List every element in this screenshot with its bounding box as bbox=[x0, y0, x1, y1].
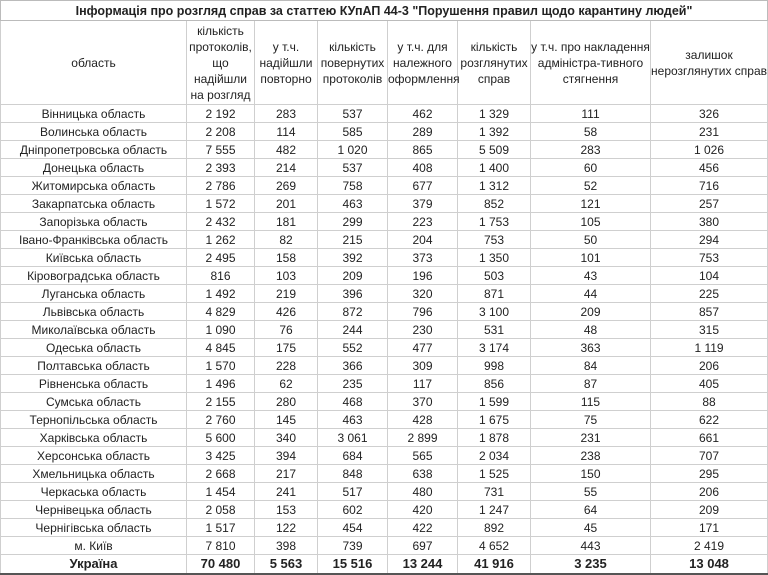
cell-value: 257 bbox=[651, 195, 768, 213]
cell-value: 865 bbox=[388, 141, 458, 159]
cell-value: 225 bbox=[651, 285, 768, 303]
cell-value: 398 bbox=[255, 537, 318, 555]
cell-value: 480 bbox=[388, 483, 458, 501]
cell-value: 394 bbox=[255, 447, 318, 465]
cell-value: 223 bbox=[388, 213, 458, 231]
cell-value: 76 bbox=[255, 321, 318, 339]
cell-value: 463 bbox=[318, 195, 388, 213]
cell-value: 219 bbox=[255, 285, 318, 303]
cell-value: 3 100 bbox=[458, 303, 531, 321]
cell-value: 454 bbox=[318, 519, 388, 537]
region-name: Рівненська область bbox=[1, 375, 187, 393]
cell-value: 739 bbox=[318, 537, 388, 555]
region-name: Івано-Франківська область bbox=[1, 231, 187, 249]
cell-value: 4 845 bbox=[187, 339, 255, 357]
cell-value: 1 675 bbox=[458, 411, 531, 429]
cell-value: 158 bbox=[255, 249, 318, 267]
cell-value: 602 bbox=[318, 501, 388, 519]
cell-value: 45 bbox=[531, 519, 651, 537]
cell-value: 115 bbox=[531, 393, 651, 411]
cell-value: 1 492 bbox=[187, 285, 255, 303]
table-row bbox=[1, 411, 768, 429]
cell-value: 5 509 bbox=[458, 141, 531, 159]
cell-value: 64 bbox=[531, 501, 651, 519]
cell-value: 52 bbox=[531, 177, 651, 195]
table-row bbox=[1, 429, 768, 447]
cell-value: 2 155 bbox=[187, 393, 255, 411]
cell-value: 209 bbox=[531, 303, 651, 321]
cell-value: 697 bbox=[388, 537, 458, 555]
cell-value: 379 bbox=[388, 195, 458, 213]
total-row bbox=[1, 555, 768, 575]
cell-value: 283 bbox=[531, 141, 651, 159]
cell-value: 684 bbox=[318, 447, 388, 465]
cell-value: 731 bbox=[458, 483, 531, 501]
region-name: Дніпропетровська область bbox=[1, 141, 187, 159]
cell-value: 2 419 bbox=[651, 537, 768, 555]
table-row bbox=[1, 303, 768, 321]
column-header: у т.ч. надійшли повторно bbox=[255, 21, 318, 105]
cell-value: 7 810 bbox=[187, 537, 255, 555]
cell-value: 103 bbox=[255, 267, 318, 285]
cell-value: 82 bbox=[255, 231, 318, 249]
region-name: Запорізька область bbox=[1, 213, 187, 231]
cell-value: 206 bbox=[651, 357, 768, 375]
cell-value: 145 bbox=[255, 411, 318, 429]
cell-value: 1 312 bbox=[458, 177, 531, 195]
region-name: Чернівецька область bbox=[1, 501, 187, 519]
cell-value: 2 760 bbox=[187, 411, 255, 429]
cell-value: 856 bbox=[458, 375, 531, 393]
region-name: Україна bbox=[1, 555, 187, 575]
cell-value: 231 bbox=[531, 429, 651, 447]
cell-value: 463 bbox=[318, 411, 388, 429]
cell-value: 565 bbox=[388, 447, 458, 465]
cell-value: 366 bbox=[318, 357, 388, 375]
region-name: Херсонська область bbox=[1, 447, 187, 465]
cell-value: 70 480 bbox=[187, 555, 255, 575]
region-name: Тернопільська область bbox=[1, 411, 187, 429]
cell-value: 1 090 bbox=[187, 321, 255, 339]
cell-value: 105 bbox=[531, 213, 651, 231]
cell-value: 3 235 bbox=[531, 555, 651, 575]
region-name: Хмельницька область bbox=[1, 465, 187, 483]
cell-value: 209 bbox=[318, 267, 388, 285]
cell-value: 1 262 bbox=[187, 231, 255, 249]
cell-value: 87 bbox=[531, 375, 651, 393]
cell-value: 44 bbox=[531, 285, 651, 303]
cell-value: 1 496 bbox=[187, 375, 255, 393]
cell-value: 50 bbox=[531, 231, 651, 249]
cell-value: 150 bbox=[531, 465, 651, 483]
cell-value: 2 432 bbox=[187, 213, 255, 231]
region-name: Волинська область bbox=[1, 123, 187, 141]
cell-value: 309 bbox=[388, 357, 458, 375]
cell-value: 204 bbox=[388, 231, 458, 249]
cell-value: 456 bbox=[651, 159, 768, 177]
cell-value: 363 bbox=[531, 339, 651, 357]
cell-value: 15 516 bbox=[318, 555, 388, 575]
cell-value: 13 048 bbox=[651, 555, 768, 575]
column-header: кількість розглянутих справ bbox=[458, 21, 531, 105]
cell-value: 1 878 bbox=[458, 429, 531, 447]
cell-value: 2 058 bbox=[187, 501, 255, 519]
cell-value: 758 bbox=[318, 177, 388, 195]
cell-value: 84 bbox=[531, 357, 651, 375]
column-header: у т.ч. про накладення адміністра-тивного стягнення bbox=[531, 21, 651, 105]
cell-value: 13 244 bbox=[388, 555, 458, 575]
cell-value: 58 bbox=[531, 123, 651, 141]
cell-value: 3 174 bbox=[458, 339, 531, 357]
cell-value: 871 bbox=[458, 285, 531, 303]
cell-value: 121 bbox=[531, 195, 651, 213]
cell-value: 4 829 bbox=[187, 303, 255, 321]
cell-value: 753 bbox=[458, 231, 531, 249]
cell-value: 1 026 bbox=[651, 141, 768, 159]
table-row bbox=[1, 321, 768, 339]
cell-value: 340 bbox=[255, 429, 318, 447]
cell-value: 857 bbox=[651, 303, 768, 321]
region-name: Вінницька область bbox=[1, 105, 187, 123]
cell-value: 420 bbox=[388, 501, 458, 519]
cell-value: 111 bbox=[531, 105, 651, 123]
cell-value: 295 bbox=[651, 465, 768, 483]
cell-value: 1 400 bbox=[458, 159, 531, 177]
table-row bbox=[1, 483, 768, 501]
cell-value: 753 bbox=[651, 249, 768, 267]
column-header: кількість повернутих протоколів bbox=[318, 21, 388, 105]
cell-value: 3 425 bbox=[187, 447, 255, 465]
cell-value: 373 bbox=[388, 249, 458, 267]
cell-value: 405 bbox=[651, 375, 768, 393]
cell-value: 4 652 bbox=[458, 537, 531, 555]
cell-value: 5 563 bbox=[255, 555, 318, 575]
cell-value: 215 bbox=[318, 231, 388, 249]
cell-value: 396 bbox=[318, 285, 388, 303]
table-row bbox=[1, 357, 768, 375]
cell-value: 171 bbox=[651, 519, 768, 537]
cell-value: 75 bbox=[531, 411, 651, 429]
region-name: Кіровоградська область bbox=[1, 267, 187, 285]
cell-value: 517 bbox=[318, 483, 388, 501]
column-header: у т.ч. для належного оформлення bbox=[388, 21, 458, 105]
cell-value: 892 bbox=[458, 519, 531, 537]
cell-value: 209 bbox=[651, 501, 768, 519]
cell-value: 2 393 bbox=[187, 159, 255, 177]
cell-value: 392 bbox=[318, 249, 388, 267]
cell-value: 326 bbox=[651, 105, 768, 123]
region-name: Київська область bbox=[1, 249, 187, 267]
cell-value: 443 bbox=[531, 537, 651, 555]
cell-value: 816 bbox=[187, 267, 255, 285]
cell-value: 88 bbox=[651, 393, 768, 411]
cell-value: 114 bbox=[255, 123, 318, 141]
cell-value: 428 bbox=[388, 411, 458, 429]
cell-value: 299 bbox=[318, 213, 388, 231]
table-row bbox=[1, 447, 768, 465]
cell-value: 716 bbox=[651, 177, 768, 195]
cell-value: 217 bbox=[255, 465, 318, 483]
cell-value: 60 bbox=[531, 159, 651, 177]
region-name: Одеська область bbox=[1, 339, 187, 357]
table-row bbox=[1, 249, 768, 267]
cell-value: 707 bbox=[651, 447, 768, 465]
cell-value: 622 bbox=[651, 411, 768, 429]
cell-value: 2 495 bbox=[187, 249, 255, 267]
cell-value: 796 bbox=[388, 303, 458, 321]
cell-value: 482 bbox=[255, 141, 318, 159]
cell-value: 2 899 bbox=[388, 429, 458, 447]
table-row bbox=[1, 285, 768, 303]
table-row bbox=[1, 213, 768, 231]
cell-value: 101 bbox=[531, 249, 651, 267]
cell-value: 206 bbox=[651, 483, 768, 501]
cell-value: 462 bbox=[388, 105, 458, 123]
cell-value: 1 753 bbox=[458, 213, 531, 231]
cell-value: 201 bbox=[255, 195, 318, 213]
cell-value: 1 350 bbox=[458, 249, 531, 267]
cell-value: 1 454 bbox=[187, 483, 255, 501]
cell-value: 2 208 bbox=[187, 123, 255, 141]
header-row bbox=[1, 21, 768, 105]
cell-value: 585 bbox=[318, 123, 388, 141]
cell-value: 214 bbox=[255, 159, 318, 177]
cell-value: 104 bbox=[651, 267, 768, 285]
cell-value: 1 392 bbox=[458, 123, 531, 141]
cell-value: 872 bbox=[318, 303, 388, 321]
region-name: Луганська область bbox=[1, 285, 187, 303]
cell-value: 181 bbox=[255, 213, 318, 231]
cell-value: 661 bbox=[651, 429, 768, 447]
column-header: залишок нерозглянутих справ bbox=[651, 21, 768, 105]
cell-value: 2 668 bbox=[187, 465, 255, 483]
cell-value: 2 034 bbox=[458, 447, 531, 465]
cell-value: 477 bbox=[388, 339, 458, 357]
cell-value: 2 786 bbox=[187, 177, 255, 195]
cell-value: 241 bbox=[255, 483, 318, 501]
cell-value: 244 bbox=[318, 321, 388, 339]
cell-value: 1 329 bbox=[458, 105, 531, 123]
cell-value: 380 bbox=[651, 213, 768, 231]
cell-value: 283 bbox=[255, 105, 318, 123]
cell-value: 41 916 bbox=[458, 555, 531, 575]
table-row bbox=[1, 375, 768, 393]
cell-value: 1 517 bbox=[187, 519, 255, 537]
cell-value: 196 bbox=[388, 267, 458, 285]
table-row bbox=[1, 177, 768, 195]
cell-value: 370 bbox=[388, 393, 458, 411]
cell-value: 238 bbox=[531, 447, 651, 465]
table-row bbox=[1, 231, 768, 249]
cell-value: 537 bbox=[318, 105, 388, 123]
cell-value: 1 020 bbox=[318, 141, 388, 159]
cell-value: 269 bbox=[255, 177, 318, 195]
cell-value: 1 247 bbox=[458, 501, 531, 519]
cell-value: 998 bbox=[458, 357, 531, 375]
region-name: Донецька область bbox=[1, 159, 187, 177]
region-name: Черкаська область bbox=[1, 483, 187, 501]
table-row bbox=[1, 537, 768, 555]
table-row bbox=[1, 195, 768, 213]
region-name: Сумська область bbox=[1, 393, 187, 411]
cell-value: 422 bbox=[388, 519, 458, 537]
column-header: область bbox=[1, 21, 187, 105]
cell-value: 7 555 bbox=[187, 141, 255, 159]
cell-value: 62 bbox=[255, 375, 318, 393]
cell-value: 852 bbox=[458, 195, 531, 213]
region-name: м. Київ bbox=[1, 537, 187, 555]
table-row bbox=[1, 519, 768, 537]
cell-value: 848 bbox=[318, 465, 388, 483]
cell-value: 531 bbox=[458, 321, 531, 339]
table-row bbox=[1, 141, 768, 159]
table-row bbox=[1, 339, 768, 357]
cell-value: 153 bbox=[255, 501, 318, 519]
table-body bbox=[1, 105, 768, 575]
cell-value: 122 bbox=[255, 519, 318, 537]
region-name: Львівська область bbox=[1, 303, 187, 321]
cell-value: 3 061 bbox=[318, 429, 388, 447]
cell-value: 552 bbox=[318, 339, 388, 357]
region-name: Полтавська область bbox=[1, 357, 187, 375]
cell-value: 677 bbox=[388, 177, 458, 195]
cell-value: 638 bbox=[388, 465, 458, 483]
table-row bbox=[1, 105, 768, 123]
cell-value: 43 bbox=[531, 267, 651, 285]
cell-value: 1 119 bbox=[651, 339, 768, 357]
cell-value: 117 bbox=[388, 375, 458, 393]
cell-value: 289 bbox=[388, 123, 458, 141]
cell-value: 230 bbox=[388, 321, 458, 339]
cell-value: 55 bbox=[531, 483, 651, 501]
table-row bbox=[1, 393, 768, 411]
region-name: Чернігівська область bbox=[1, 519, 187, 537]
cell-value: 175 bbox=[255, 339, 318, 357]
cell-value: 231 bbox=[651, 123, 768, 141]
cell-value: 537 bbox=[318, 159, 388, 177]
cell-value: 1 599 bbox=[458, 393, 531, 411]
cell-value: 48 bbox=[531, 321, 651, 339]
cell-value: 5 600 bbox=[187, 429, 255, 447]
table-row bbox=[1, 501, 768, 519]
region-name: Миколаївська область bbox=[1, 321, 187, 339]
cell-value: 503 bbox=[458, 267, 531, 285]
cell-value: 280 bbox=[255, 393, 318, 411]
cell-value: 228 bbox=[255, 357, 318, 375]
cell-value: 1 572 bbox=[187, 195, 255, 213]
cell-value: 320 bbox=[388, 285, 458, 303]
cell-value: 235 bbox=[318, 375, 388, 393]
cell-value: 1 570 bbox=[187, 357, 255, 375]
cell-value: 408 bbox=[388, 159, 458, 177]
cell-value: 294 bbox=[651, 231, 768, 249]
cell-value: 426 bbox=[255, 303, 318, 321]
region-name: Житомирська область bbox=[1, 177, 187, 195]
table-row bbox=[1, 159, 768, 177]
cell-value: 468 bbox=[318, 393, 388, 411]
table-title: Інформація про розгляд справ за статтею КУпАП 44-3 "Порушення правил щодо карантину людей" bbox=[1, 1, 768, 21]
table-row bbox=[1, 123, 768, 141]
region-name: Закарпатська область bbox=[1, 195, 187, 213]
table-row bbox=[1, 267, 768, 285]
region-name: Харківська область bbox=[1, 429, 187, 447]
table-row bbox=[1, 465, 768, 483]
cell-value: 2 192 bbox=[187, 105, 255, 123]
column-header: кількість протоколів, що надійшли на розгляд bbox=[187, 21, 255, 105]
cell-value: 1 525 bbox=[458, 465, 531, 483]
cell-value: 315 bbox=[651, 321, 768, 339]
